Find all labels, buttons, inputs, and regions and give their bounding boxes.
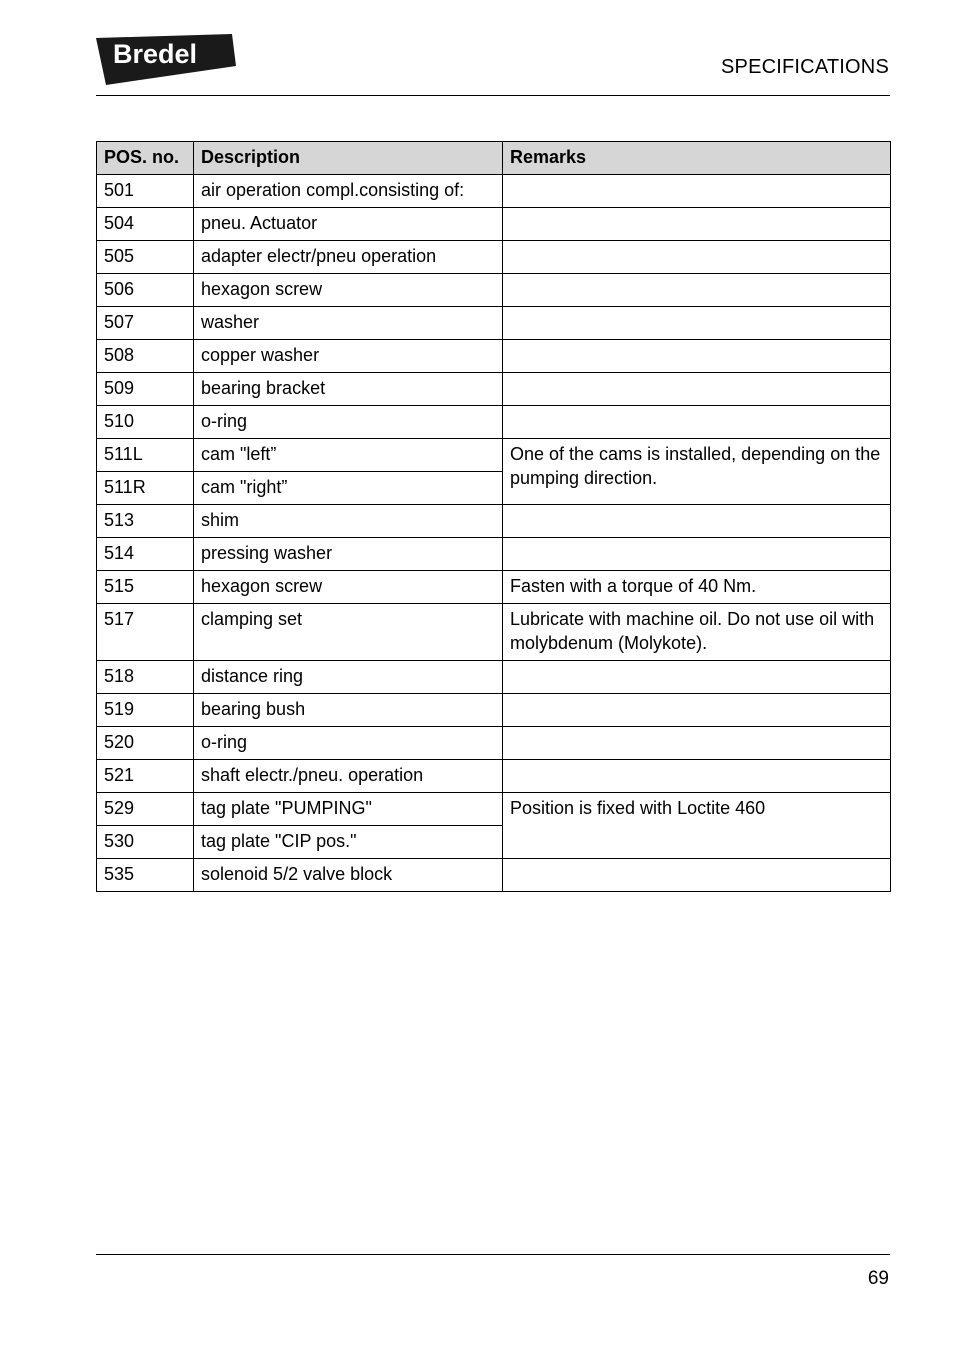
- remarks-cell: [503, 859, 891, 892]
- bredel-logo: [96, 34, 236, 86]
- table-row: [97, 538, 891, 571]
- pos-cell: 511L: [97, 439, 194, 472]
- table-row: [97, 505, 891, 538]
- section-title: SPECIFICATIONS: [720, 56, 889, 78]
- remarks-cell: Lubricate with machine oil. Do not use oil with molybdenum (Molykote).: [503, 604, 891, 661]
- pos-cell: 508: [97, 340, 194, 373]
- pos-cell: 513: [97, 505, 194, 538]
- pos-cell: 507: [97, 307, 194, 340]
- description-cell: shaft electr./pneu. operation: [194, 760, 503, 793]
- remarks-cell: Position is fixed with Loctite 460: [503, 793, 891, 859]
- pos-cell: 514: [97, 538, 194, 571]
- remarks-cell: Fasten with a torque of 40 Nm.: [503, 571, 891, 604]
- column-header-remarks: Remarks: [503, 142, 891, 175]
- remarks-cell: [503, 727, 891, 760]
- table-row: [97, 694, 891, 727]
- description-cell: washer: [194, 307, 503, 340]
- remarks-cell: [503, 340, 891, 373]
- description-cell: hexagon screw: [194, 571, 503, 604]
- description-cell: clamping set: [194, 604, 503, 661]
- description-cell: o-ring: [194, 406, 503, 439]
- logo-text: Bredel: [113, 39, 198, 69]
- column-header-description: Description: [194, 142, 503, 175]
- description-cell: adapter electr/pneu operation: [194, 241, 503, 274]
- remarks-cell: [503, 274, 891, 307]
- remarks-cell: [503, 373, 891, 406]
- remarks-cell: [503, 307, 891, 340]
- pos-cell: 519: [97, 694, 194, 727]
- pos-cell: 515: [97, 571, 194, 604]
- table-row: [97, 406, 891, 439]
- remarks-cell: [503, 406, 891, 439]
- table-row: [97, 760, 891, 793]
- description-cell: distance ring: [194, 661, 503, 694]
- remarks-cell: [503, 241, 891, 274]
- description-cell: bearing bracket: [194, 373, 503, 406]
- description-cell: shim: [194, 505, 503, 538]
- remarks-cell: [503, 661, 891, 694]
- description-cell: hexagon screw: [194, 274, 503, 307]
- table-header-row: [97, 142, 891, 175]
- table-row: [97, 241, 891, 274]
- pos-cell: 510: [97, 406, 194, 439]
- table-row: [97, 727, 891, 760]
- pos-cell: 511R: [97, 472, 194, 505]
- remarks-cell: One of the cams is installed, depending on the pumping direction.: [503, 439, 891, 505]
- pos-cell: 509: [97, 373, 194, 406]
- parts-table: [96, 141, 891, 892]
- pos-cell: 521: [97, 760, 194, 793]
- pos-cell: 505: [97, 241, 194, 274]
- description-cell: pressing washer: [194, 538, 503, 571]
- table-row: [97, 274, 891, 307]
- pos-cell: 501: [97, 175, 194, 208]
- remarks-cell: [503, 175, 891, 208]
- table-row: [97, 571, 891, 604]
- header-rule: [96, 95, 890, 96]
- description-cell: pneu. Actuator: [194, 208, 503, 241]
- description-cell: copper washer: [194, 340, 503, 373]
- description-cell: air operation compl.consisting of:: [194, 175, 503, 208]
- remarks-cell: [503, 760, 891, 793]
- remarks-cell: [503, 208, 891, 241]
- description-cell: o-ring: [194, 727, 503, 760]
- description-cell: tag plate "CIP pos.": [194, 826, 503, 859]
- table-row: [97, 793, 891, 826]
- table-row: [97, 604, 891, 661]
- table-row: [97, 373, 891, 406]
- pos-cell: 504: [97, 208, 194, 241]
- description-cell: solenoid 5/2 valve block: [194, 859, 503, 892]
- table-row: [97, 661, 891, 694]
- pos-cell: 530: [97, 826, 194, 859]
- remarks-cell: [503, 694, 891, 727]
- remarks-cell: [503, 538, 891, 571]
- table-row: [97, 439, 891, 472]
- description-cell: cam "right”: [194, 472, 503, 505]
- table-row: [97, 340, 891, 373]
- description-cell: bearing bush: [194, 694, 503, 727]
- page-number: 69: [867, 1268, 889, 1289]
- pos-cell: 535: [97, 859, 194, 892]
- description-cell: tag plate "PUMPING": [194, 793, 503, 826]
- table-row: [97, 859, 891, 892]
- remarks-cell: [503, 505, 891, 538]
- footer-rule: [96, 1254, 890, 1255]
- pos-cell: 518: [97, 661, 194, 694]
- pos-cell: 517: [97, 604, 194, 661]
- pos-cell: 529: [97, 793, 194, 826]
- pos-cell: 506: [97, 274, 194, 307]
- description-cell: cam "left”: [194, 439, 503, 472]
- table-row: [97, 175, 891, 208]
- pos-cell: 520: [97, 727, 194, 760]
- column-header-pos: POS. no.: [97, 142, 194, 175]
- table-row: [97, 307, 891, 340]
- table-row: [97, 208, 891, 241]
- logo-badge: [96, 34, 236, 86]
